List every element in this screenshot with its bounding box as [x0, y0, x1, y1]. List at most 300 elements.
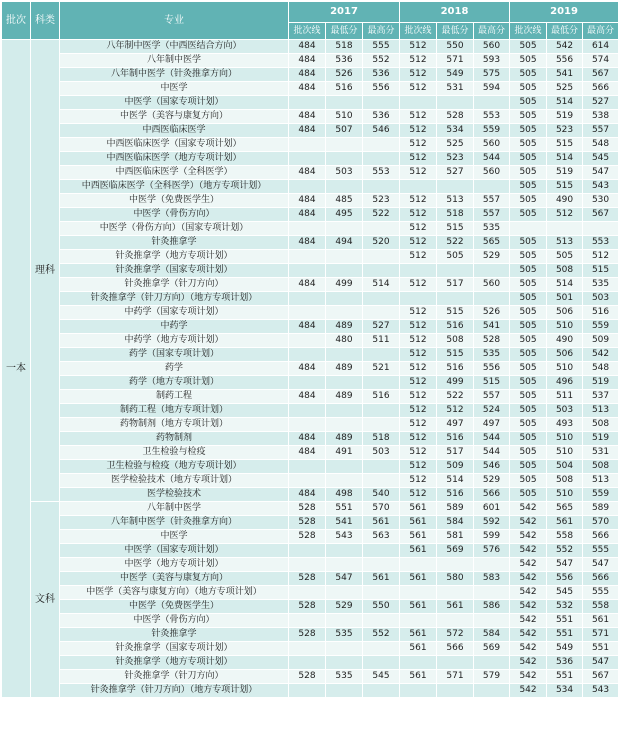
- major-name-cell: 中医学（骨伤方向）（国家专项计划）: [60, 222, 289, 236]
- min-score-cell: 517: [437, 446, 474, 460]
- min-score-cell: [437, 656, 474, 670]
- min-score-cell: 529: [326, 600, 363, 614]
- major-name-cell: 针灸推拿学（国家专项计划）: [60, 642, 289, 656]
- control-line-cell: 542: [510, 502, 547, 516]
- major-name-cell: 制药工程（地方专项计划）: [60, 404, 289, 418]
- min-score-cell: 580: [437, 572, 474, 586]
- max-score-cell: 599: [474, 530, 510, 544]
- control-line-cell: 542: [510, 586, 547, 600]
- control-line-cell: 505: [510, 306, 547, 320]
- control-line-cell: 505: [510, 334, 547, 348]
- min-score-cell: 517: [437, 278, 474, 292]
- control-line-cell: 512: [400, 250, 437, 264]
- max-score-cell: [474, 586, 510, 600]
- min-score-cell: 489: [326, 390, 363, 404]
- min-score-cell: [326, 96, 363, 110]
- table-row: [2, 124, 619, 138]
- table-row: [2, 446, 619, 460]
- max-score-cell: 560: [474, 40, 510, 54]
- control-line-cell: 542: [510, 614, 547, 628]
- control-line-cell: 505: [510, 40, 547, 54]
- min-score-cell: [326, 222, 363, 236]
- min-score-cell: 561: [437, 600, 474, 614]
- min-score-cell: 494: [326, 236, 363, 250]
- max-score-cell: 550: [363, 600, 400, 614]
- min-score-cell: [547, 222, 583, 236]
- max-score-cell: 567: [583, 208, 619, 222]
- max-score-cell: [474, 292, 510, 306]
- control-line-cell: 512: [400, 82, 437, 96]
- table-row: [2, 516, 619, 530]
- min-score-cell: 507: [326, 124, 363, 138]
- min-score-cell: 512: [437, 404, 474, 418]
- control-line-cell: 505: [510, 194, 547, 208]
- control-line-cell: 542: [510, 572, 547, 586]
- min-score-cell: 551: [326, 502, 363, 516]
- max-score-cell: [363, 292, 400, 306]
- control-line-cell: 505: [510, 418, 547, 432]
- max-score-cell: [474, 558, 510, 572]
- control-line-cell: 542: [510, 642, 547, 656]
- max-score-cell: 560: [474, 166, 510, 180]
- max-score-cell: 545: [363, 670, 400, 684]
- control-line-cell: [400, 264, 437, 278]
- min-score-cell: 504: [547, 460, 583, 474]
- max-score-cell: 536: [363, 68, 400, 82]
- max-score-cell: 519: [583, 376, 619, 390]
- major-name-cell: 八年制中医学: [60, 54, 289, 68]
- control-line-cell: 505: [510, 376, 547, 390]
- max-score-cell: 553: [583, 236, 619, 250]
- control-line-cell: [289, 250, 326, 264]
- min-score-cell: 561: [547, 516, 583, 530]
- min-score-cell: [326, 642, 363, 656]
- max-score-cell: [474, 656, 510, 670]
- min-score-cell: 510: [547, 488, 583, 502]
- control-line-cell: 512: [400, 460, 437, 474]
- min-score-cell: 496: [547, 376, 583, 390]
- major-name-cell: 制药工程: [60, 390, 289, 404]
- control-line-cell: [289, 348, 326, 362]
- control-line-cell: 505: [510, 348, 547, 362]
- table-row: [2, 180, 619, 194]
- min-score-cell: 510: [547, 320, 583, 334]
- max-score-cell: 509: [583, 334, 619, 348]
- min-score-cell: 506: [547, 348, 583, 362]
- min-score-cell: 495: [326, 208, 363, 222]
- min-score-cell: 497: [437, 418, 474, 432]
- max-score-cell: [363, 138, 400, 152]
- table-row: [2, 460, 619, 474]
- major-name-cell: 中医学（国家专项计划）: [60, 544, 289, 558]
- control-line-cell: 505: [510, 390, 547, 404]
- max-score-cell: 579: [474, 670, 510, 684]
- control-line-cell: 484: [289, 278, 326, 292]
- max-score-cell: [363, 586, 400, 600]
- max-score-cell: 559: [474, 124, 510, 138]
- max-score-cell: [363, 544, 400, 558]
- control-line-cell: 505: [510, 54, 547, 68]
- table-row: [2, 418, 619, 432]
- control-line-cell: 542: [510, 544, 547, 558]
- max-score-cell: 547: [583, 166, 619, 180]
- max-score-cell: 559: [583, 488, 619, 502]
- max-score-cell: 576: [474, 544, 510, 558]
- control-line-cell: 512: [400, 404, 437, 418]
- table-row: [2, 684, 619, 698]
- major-name-cell: 中西医临床医学（国家专项计划）: [60, 138, 289, 152]
- max-score-cell: 542: [583, 348, 619, 362]
- max-score-cell: 547: [583, 656, 619, 670]
- control-line-cell: 512: [400, 488, 437, 502]
- min-score-cell: 534: [547, 684, 583, 698]
- max-score-cell: 563: [363, 530, 400, 544]
- max-score-cell: 535: [474, 222, 510, 236]
- max-score-cell: 561: [363, 572, 400, 586]
- max-score-cell: 552: [363, 54, 400, 68]
- min-score-cell: 525: [437, 138, 474, 152]
- control-line-cell: 542: [510, 558, 547, 572]
- max-score-cell: 560: [474, 138, 510, 152]
- max-score-cell: 516: [583, 306, 619, 320]
- min-score-cell: 589: [437, 502, 474, 516]
- control-line-cell: 542: [510, 516, 547, 530]
- category-cell: 文科: [31, 502, 60, 698]
- max-score-cell: 566: [583, 82, 619, 96]
- control-line-cell: 512: [400, 110, 437, 124]
- min-score-cell: [326, 348, 363, 362]
- max-score-cell: 514: [363, 278, 400, 292]
- control-line-cell: 561: [400, 628, 437, 642]
- table-row: [2, 558, 619, 572]
- max-score-cell: 543: [583, 180, 619, 194]
- min-score-cell: [326, 264, 363, 278]
- table-row: [2, 544, 619, 558]
- control-line-cell: 512: [400, 138, 437, 152]
- min-score-cell: 514: [437, 474, 474, 488]
- major-name-cell: 中医学（骨伤方向）: [60, 614, 289, 628]
- min-score-cell: 516: [437, 488, 474, 502]
- control-line-cell: 505: [510, 264, 547, 278]
- major-name-cell: 药学（国家专项计划）: [60, 348, 289, 362]
- min-score-cell: 480: [326, 334, 363, 348]
- control-line-cell: 512: [400, 278, 437, 292]
- control-line-header: 批次线: [289, 23, 326, 40]
- major-name-cell: 中药学（地方专项计划）: [60, 334, 289, 348]
- table-row: [2, 390, 619, 404]
- control-line-cell: [400, 292, 437, 306]
- control-line-cell: [289, 306, 326, 320]
- max-score-cell: 570: [363, 502, 400, 516]
- min-score-cell: [437, 684, 474, 698]
- min-score-cell: [326, 558, 363, 572]
- max-score-cell: 513: [583, 474, 619, 488]
- max-score-cell: 555: [583, 586, 619, 600]
- max-score-cell: 521: [363, 362, 400, 376]
- control-line-cell: 561: [400, 600, 437, 614]
- max-score-cell: [363, 376, 400, 390]
- min-score-cell: 571: [437, 54, 474, 68]
- max-score-cell: 540: [363, 488, 400, 502]
- major-name-cell: 八年制中医学（针灸推拿方向）: [60, 68, 289, 82]
- control-line-cell: [289, 656, 326, 670]
- control-line-cell: [400, 614, 437, 628]
- control-line-cell: 542: [510, 530, 547, 544]
- min-score-cell: 501: [547, 292, 583, 306]
- control-line-cell: 542: [510, 628, 547, 642]
- control-line-cell: 505: [510, 460, 547, 474]
- max-score-cell: 566: [474, 488, 510, 502]
- major-name-cell: 中医学（美容与康复方向）: [60, 572, 289, 586]
- major-name-cell: 中医学（免费医学生）: [60, 194, 289, 208]
- min-score-cell: 534: [437, 124, 474, 138]
- min-score-cell: 514: [547, 96, 583, 110]
- control-line-cell: 505: [510, 152, 547, 166]
- min-score-cell: 552: [547, 544, 583, 558]
- min-score-cell: 549: [547, 642, 583, 656]
- table-row: [2, 82, 619, 96]
- admission-score-table: [1, 1, 619, 698]
- control-line-cell: 484: [289, 82, 326, 96]
- max-score-cell: 547: [583, 558, 619, 572]
- control-line-cell: 505: [510, 278, 547, 292]
- control-line-header: 批次线: [510, 23, 547, 40]
- control-line-cell: 528: [289, 628, 326, 642]
- max-score-cell: 566: [583, 530, 619, 544]
- control-line-cell: 484: [289, 208, 326, 222]
- control-line-cell: 528: [289, 530, 326, 544]
- min-score-cell: 549: [437, 68, 474, 82]
- max-score-cell: 553: [474, 110, 510, 124]
- major-name-cell: 药物制剂: [60, 432, 289, 446]
- control-line-cell: 561: [400, 670, 437, 684]
- min-score-cell: 551: [547, 670, 583, 684]
- major-name-cell: 中西医临床医学（全科医学）（地方专项计划）: [60, 180, 289, 194]
- min-score-cell: 511: [547, 390, 583, 404]
- max-score-cell: 503: [583, 292, 619, 306]
- max-score-cell: 592: [474, 516, 510, 530]
- max-score-cell: 503: [363, 446, 400, 460]
- control-line-cell: 505: [510, 110, 547, 124]
- control-line-cell: 505: [510, 362, 547, 376]
- control-line-cell: 528: [289, 600, 326, 614]
- major-name-cell: 中医学: [60, 530, 289, 544]
- control-line-cell: 484: [289, 68, 326, 82]
- control-line-cell: 484: [289, 54, 326, 68]
- min-score-cell: 522: [437, 390, 474, 404]
- max-score-cell: 566: [583, 572, 619, 586]
- control-line-cell: 512: [400, 432, 437, 446]
- control-line-cell: 505: [510, 166, 547, 180]
- control-line-cell: 512: [400, 124, 437, 138]
- min-score-cell: 522: [437, 236, 474, 250]
- control-line-cell: 512: [400, 320, 437, 334]
- min-score-header: 最低分: [437, 23, 474, 40]
- max-score-cell: [363, 614, 400, 628]
- max-score-cell: 536: [363, 110, 400, 124]
- max-score-cell: [363, 656, 400, 670]
- control-line-cell: 484: [289, 432, 326, 446]
- min-score-cell: 493: [547, 418, 583, 432]
- major-name-cell: 卫生检验与检疫: [60, 446, 289, 460]
- max-score-cell: [363, 642, 400, 656]
- control-line-cell: 542: [510, 670, 547, 684]
- min-score-cell: 547: [326, 572, 363, 586]
- max-score-cell: [474, 264, 510, 278]
- max-score-cell: [363, 684, 400, 698]
- max-score-cell: 520: [363, 236, 400, 250]
- min-score-cell: 581: [437, 530, 474, 544]
- major-name-cell: 中医学（美容与康复方向）: [60, 110, 289, 124]
- min-score-cell: 569: [437, 544, 474, 558]
- control-line-cell: 484: [289, 236, 326, 250]
- min-score-cell: 508: [547, 474, 583, 488]
- max-score-cell: 601: [474, 502, 510, 516]
- max-score-cell: [363, 264, 400, 278]
- category-header: 科类: [31, 2, 60, 40]
- max-score-cell: 546: [363, 124, 400, 138]
- max-score-cell: 551: [583, 642, 619, 656]
- control-line-cell: [289, 586, 326, 600]
- max-score-cell: 527: [363, 320, 400, 334]
- control-line-cell: 505: [510, 236, 547, 250]
- control-line-cell: 561: [400, 502, 437, 516]
- min-score-cell: 485: [326, 194, 363, 208]
- max-score-cell: 535: [583, 278, 619, 292]
- min-score-cell: 499: [437, 376, 474, 390]
- max-score-cell: 555: [363, 40, 400, 54]
- min-score-cell: 535: [326, 628, 363, 642]
- major-name-cell: 针灸推拿学: [60, 236, 289, 250]
- min-score-cell: [437, 292, 474, 306]
- control-line-cell: [289, 376, 326, 390]
- control-line-cell: 505: [510, 138, 547, 152]
- major-name-cell: 针灸推拿学（国家专项计划）: [60, 264, 289, 278]
- table-row: [2, 264, 619, 278]
- max-score-cell: [363, 306, 400, 320]
- major-name-cell: 针灸推拿学: [60, 628, 289, 642]
- max-score-cell: 558: [583, 600, 619, 614]
- min-score-cell: 515: [437, 348, 474, 362]
- min-score-cell: 566: [437, 642, 474, 656]
- major-name-cell: 医学检验技术（地方专项计划）: [60, 474, 289, 488]
- control-line-cell: [289, 152, 326, 166]
- min-score-cell: 505: [547, 250, 583, 264]
- max-score-cell: 556: [474, 362, 510, 376]
- max-score-cell: 546: [474, 460, 510, 474]
- control-line-cell: 505: [510, 474, 547, 488]
- major-name-cell: 中医学（骨伤方向）: [60, 208, 289, 222]
- control-line-cell: 512: [400, 194, 437, 208]
- min-score-cell: 584: [437, 516, 474, 530]
- control-line-cell: 512: [400, 418, 437, 432]
- table-row: [2, 278, 619, 292]
- min-score-cell: 556: [547, 54, 583, 68]
- control-line-cell: [289, 460, 326, 474]
- control-line-cell: 505: [510, 208, 547, 222]
- max-score-cell: 523: [363, 194, 400, 208]
- major-name-cell: 针灸推拿学（针刀方向）（地方专项计划）: [60, 684, 289, 698]
- max-score-cell: 593: [474, 54, 510, 68]
- control-line-cell: 512: [400, 222, 437, 236]
- max-score-cell: 513: [583, 404, 619, 418]
- control-line-cell: 528: [289, 572, 326, 586]
- control-line-cell: [289, 642, 326, 656]
- table-row: [2, 194, 619, 208]
- max-score-cell: [363, 250, 400, 264]
- max-score-cell: 556: [363, 82, 400, 96]
- min-score-cell: 523: [547, 124, 583, 138]
- max-score-cell: 555: [583, 544, 619, 558]
- min-score-cell: 541: [547, 68, 583, 82]
- min-score-cell: 565: [547, 502, 583, 516]
- min-score-cell: 505: [437, 250, 474, 264]
- min-score-cell: 518: [326, 40, 363, 54]
- control-line-cell: 512: [400, 362, 437, 376]
- table-row: [2, 138, 619, 152]
- control-line-cell: 512: [400, 152, 437, 166]
- control-line-cell: [289, 418, 326, 432]
- max-score-cell: 583: [474, 572, 510, 586]
- min-score-cell: [326, 586, 363, 600]
- min-score-cell: 509: [437, 460, 474, 474]
- major-name-cell: 中西医临床医学（地方专项计划）: [60, 152, 289, 166]
- max-score-cell: 522: [363, 208, 400, 222]
- min-score-cell: 508: [437, 334, 474, 348]
- min-score-cell: [437, 96, 474, 110]
- max-score-cell: 557: [474, 208, 510, 222]
- max-score-cell: 589: [583, 502, 619, 516]
- min-score-cell: [437, 180, 474, 194]
- major-name-cell: 卫生检验与检疫（地方专项计划）: [60, 460, 289, 474]
- table-row: [2, 432, 619, 446]
- table-row: [2, 40, 619, 54]
- table-row: [2, 236, 619, 250]
- max-score-cell: 553: [363, 166, 400, 180]
- control-line-cell: 484: [289, 124, 326, 138]
- min-score-cell: 535: [326, 670, 363, 684]
- table-row: [2, 502, 619, 516]
- max-score-cell: [363, 222, 400, 236]
- max-score-cell: [363, 558, 400, 572]
- table-row: [2, 334, 619, 348]
- max-score-cell: 527: [583, 96, 619, 110]
- table-row: [2, 362, 619, 376]
- min-score-cell: [326, 404, 363, 418]
- max-score-header: 最高分: [363, 23, 400, 40]
- max-score-cell: 548: [583, 362, 619, 376]
- control-line-cell: [289, 558, 326, 572]
- control-line-cell: 505: [510, 180, 547, 194]
- major-name-cell: 医学检验技术: [60, 488, 289, 502]
- min-score-cell: 515: [437, 222, 474, 236]
- min-score-cell: 542: [547, 40, 583, 54]
- control-line-cell: 512: [400, 474, 437, 488]
- control-line-cell: [289, 138, 326, 152]
- control-line-cell: [289, 404, 326, 418]
- min-score-cell: [326, 474, 363, 488]
- min-score-cell: 515: [437, 306, 474, 320]
- max-score-cell: 557: [474, 194, 510, 208]
- control-line-cell: 484: [289, 362, 326, 376]
- min-score-cell: 516: [437, 432, 474, 446]
- table-row: [2, 404, 619, 418]
- min-score-cell: 547: [547, 558, 583, 572]
- major-name-cell: 中医学（美容与康复方向）（地方专项计划）: [60, 586, 289, 600]
- control-line-cell: 528: [289, 502, 326, 516]
- max-score-cell: [363, 404, 400, 418]
- max-score-cell: [474, 614, 510, 628]
